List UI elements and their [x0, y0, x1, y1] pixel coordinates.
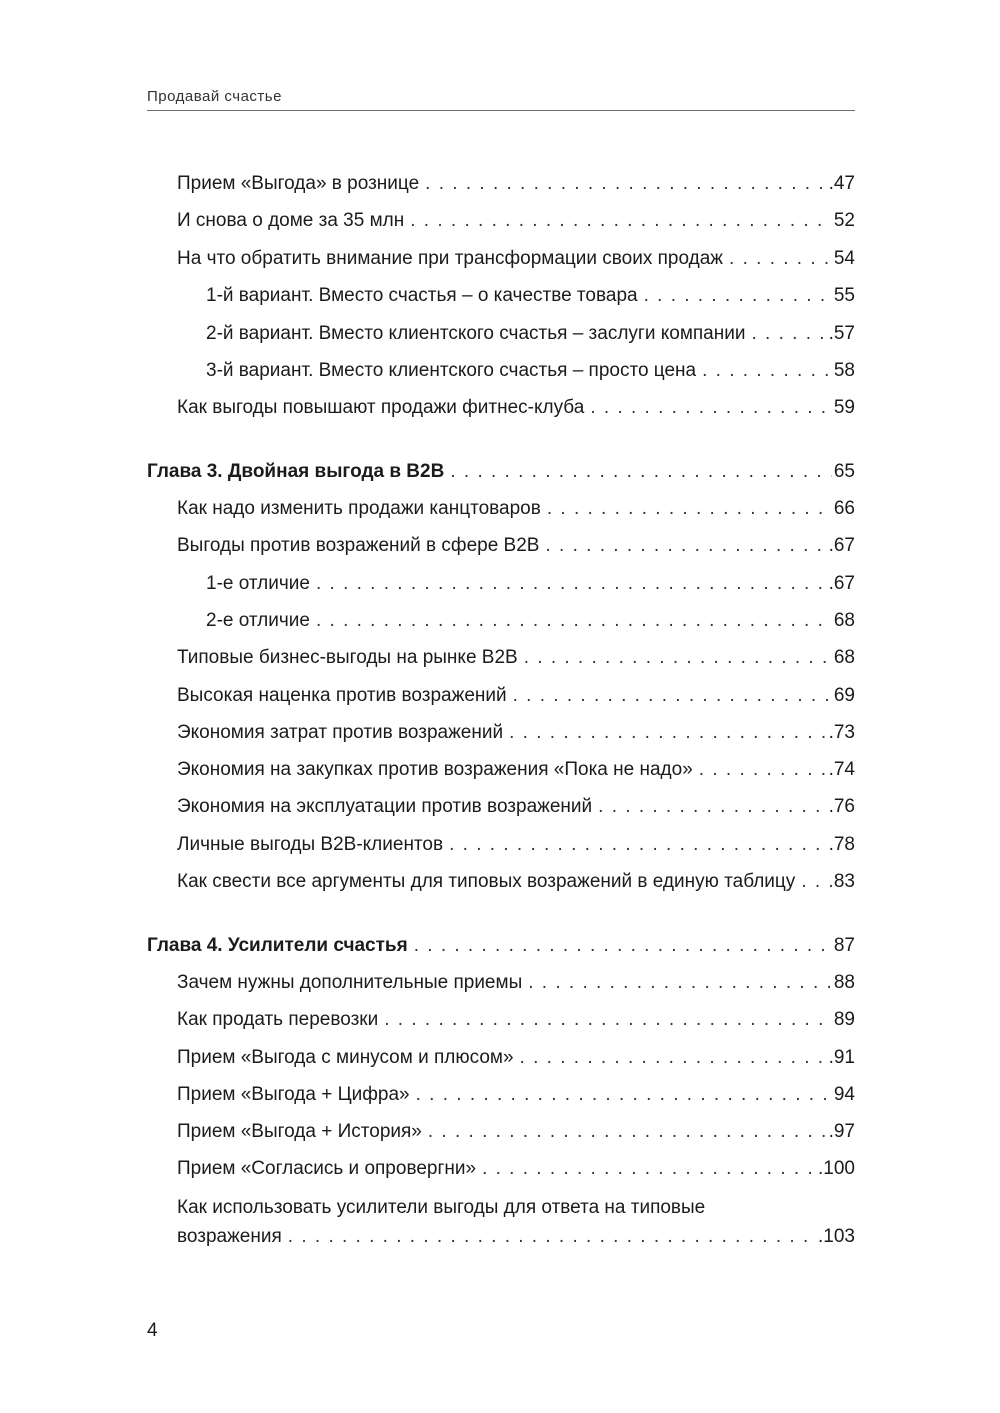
leader-dots [482, 1156, 816, 1182]
toc-entry-title: Экономия затрат против возражений [177, 722, 504, 743]
toc-entry[interactable] [177, 395, 855, 421]
leader-dots [414, 933, 832, 959]
toc-entry-title: На что обратить внимание при трансформации своих продаж [177, 248, 724, 269]
toc-entry[interactable] [177, 1156, 855, 1182]
toc-entry-page: .74 [828, 759, 855, 780]
toc-entry[interactable] [177, 208, 855, 234]
toc-entry-page: 94 [833, 1084, 855, 1105]
toc-entry-title: Как свести все аргументы для типовых возражений в единую таблицу [177, 871, 796, 892]
toc-entry-page: 68 [833, 610, 855, 631]
leader-dots [699, 757, 827, 783]
toc-entry-page: 58 [833, 360, 855, 381]
toc-entry-title: Выгоды против возражений в сфере B2B [177, 535, 540, 556]
toc-entry-title: Типовые бизнес-выгоды на рынке B2B [177, 647, 518, 668]
toc-entry[interactable] [177, 869, 855, 895]
toc-subentry[interactable] [206, 358, 855, 384]
toc-entry-page: .57 [828, 323, 855, 344]
toc-entry-title: Прием «Выгода» в рознице [177, 173, 420, 194]
toc-entry-title: Экономия на эксплуатации против возражений [177, 796, 593, 817]
toc-entry-page: 83 [833, 871, 855, 892]
toc-entry-title: 2-е отличие [206, 610, 310, 631]
toc-entry[interactable] [177, 794, 855, 820]
toc-entry-title: Личные выгоды B2B-клиентов [177, 834, 444, 855]
leader-dots [590, 395, 832, 421]
toc-entry-page: .103 [818, 1226, 855, 1247]
toc-entry-page: .67 [828, 573, 855, 594]
toc-entry[interactable] [177, 1119, 855, 1145]
running-header: Продавай счастье [147, 88, 282, 105]
toc-subentry[interactable] [206, 321, 855, 347]
toc-entry-title: Высокая наценка против возражений [177, 685, 507, 706]
toc-subentry[interactable] [206, 571, 855, 597]
toc-entry-title: Прием «Выгода + История» [177, 1121, 422, 1142]
toc-entry-title-line2: возражения [177, 1226, 282, 1247]
toc-entry-page: .67 [828, 535, 855, 556]
leader-dots [384, 1007, 832, 1033]
leader-dots [545, 533, 826, 559]
toc-entry[interactable] [177, 720, 855, 746]
leader-dots [729, 246, 832, 272]
leader-dots [524, 645, 832, 671]
toc-entry-page: 66 [833, 498, 855, 519]
header-rule [147, 110, 855, 111]
toc-entry[interactable] [177, 645, 855, 671]
leader-dots [528, 970, 832, 996]
toc-entry-page: .100 [818, 1158, 855, 1179]
toc-entry-title: Экономия на закупках против возражения «Пока не надо» [177, 759, 693, 780]
toc-entry-page: 59 [833, 397, 855, 418]
leader-dots [547, 496, 832, 522]
leader-dots [449, 832, 826, 858]
toc-chapter-title: Глава 3. Двойная выгода в B2B [147, 461, 445, 482]
toc-entry-title-line2-row [177, 1222, 855, 1251]
toc-entry-page: .76 [828, 796, 855, 817]
toc-entry[interactable] [177, 171, 855, 197]
toc-entry-title: Прием «Согласись и опровергни» [177, 1158, 477, 1179]
toc-entry-page: 52 [833, 210, 855, 231]
leader-dots [416, 1082, 832, 1108]
toc-entry-title-line1: Как использовать усилители выгоды для ответа на типовые [177, 1197, 706, 1218]
toc-entry[interactable] [177, 246, 855, 272]
leader-dots [410, 208, 832, 234]
toc-entry-multiline[interactable] [177, 1193, 855, 1251]
toc-entry-title: Прием «Выгода + Цифра» [177, 1084, 410, 1105]
toc-entry-title: Как надо изменить продажи канцтоваров [177, 498, 541, 519]
page-number: 4 [147, 1320, 158, 1341]
toc-entry-title: Как выгоды повышают продажи фитнес-клуба [177, 397, 585, 418]
leader-dots [751, 321, 826, 347]
toc-entry[interactable] [177, 1007, 855, 1033]
leader-dots [801, 869, 832, 895]
toc-entry-page: .97 [828, 1121, 855, 1142]
toc-entry[interactable] [177, 533, 855, 559]
toc-chapter-title: Глава 4. Усилители счастья [147, 935, 408, 956]
toc-entry[interactable] [177, 1045, 855, 1071]
toc-subentry[interactable] [206, 283, 855, 309]
leader-dots [316, 608, 832, 634]
leader-dots [598, 794, 826, 820]
toc-entry-title: 3-й вариант. Вместо клиентского счастья – просто цена [206, 360, 697, 381]
toc-entry[interactable] [177, 970, 855, 996]
toc-entry-page: 54 [833, 248, 855, 269]
toc-entry-title: 2-й вариант. Вместо клиентского счастья – заслуги компании [206, 323, 746, 344]
toc-entry-page: 87 [833, 935, 855, 956]
toc-entry-title: Зачем нужны дополнительные приемы [177, 972, 523, 993]
toc-entry[interactable] [177, 757, 855, 783]
toc-entry[interactable] [177, 832, 855, 858]
toc-entry-page: 68 [833, 647, 855, 668]
leader-dots [316, 571, 827, 597]
toc-entry-page: .91 [828, 1047, 855, 1068]
leader-dots [428, 1119, 827, 1145]
leader-dots [509, 720, 826, 746]
toc-entry-page: 88 [833, 972, 855, 993]
toc-entry-page: 55 [833, 285, 855, 306]
toc-entry-page: 65 [833, 461, 855, 482]
toc-entry[interactable] [177, 683, 855, 709]
toc-entry-title: И снова о доме за 35 млн [177, 210, 405, 231]
leader-dots [425, 171, 826, 197]
toc-chapter[interactable] [147, 459, 855, 485]
toc-entry[interactable] [177, 1082, 855, 1108]
toc-entry[interactable] [177, 496, 855, 522]
leader-dots [702, 358, 832, 384]
toc-entry-page: 69 [833, 685, 855, 706]
leader-dots [644, 283, 832, 309]
toc-subentry[interactable] [206, 608, 855, 634]
toc-entry-page: .47 [828, 173, 855, 194]
toc-entry-title: 1-е отличие [206, 573, 310, 594]
toc-chapter[interactable] [147, 933, 855, 959]
toc-entry-title: Как продать перевозки [177, 1009, 379, 1030]
leader-dots [288, 1222, 816, 1251]
leader-dots [450, 459, 832, 485]
toc-entry-page: 89 [833, 1009, 855, 1030]
toc-entry-page: .78 [828, 834, 855, 855]
leader-dots [513, 683, 832, 709]
leader-dots [520, 1045, 827, 1071]
toc-entry-title: Прием «Выгода с минусом и плюсом» [177, 1047, 514, 1068]
toc-entry-page: .73 [828, 722, 855, 743]
toc-entry-title: 1-й вариант. Вместо счастья – о качестве товара [206, 285, 638, 306]
